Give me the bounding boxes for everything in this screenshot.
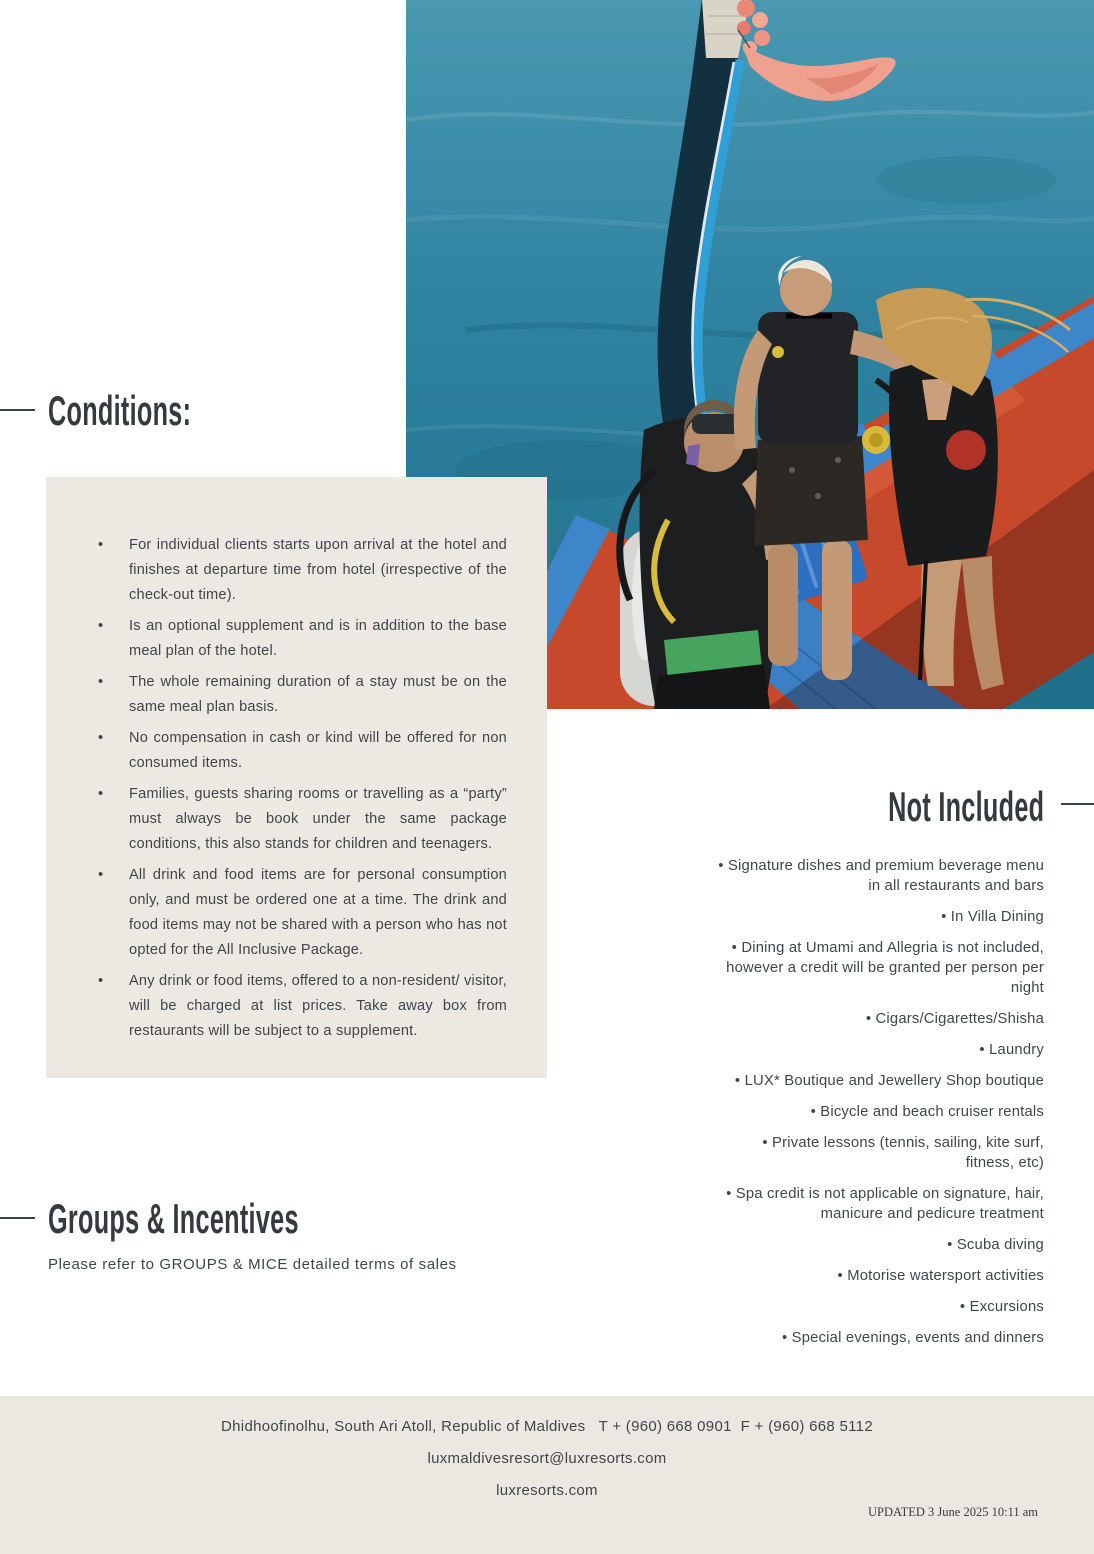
list-item: • Bicycle and beach cruiser rentals: [714, 1102, 1044, 1122]
list-item: • All drink and food items are for personal consumption only, and must be ordered one at a time. The drink and food items may not be shared with a person who has not opted for the All Inclusive Package.: [96, 863, 507, 963]
groups-heading-text: Groups & Incentives: [48, 1195, 299, 1242]
conditions-rule: [0, 409, 35, 411]
groups-heading: [48, 1195, 466, 1242]
list-item: • Private lessons (tennis, sailing, kite surf, fitness, etc): [714, 1133, 1044, 1173]
list-item: • Spa credit is not applicable on signature, hair, manicure and pedicure treatment: [714, 1184, 1044, 1224]
list-item: • Is an optional supplement and is in addition to the base meal plan of the hotel.: [96, 614, 507, 664]
conditions-heading-text: Conditions:: [48, 387, 192, 434]
updated-note: UPDATED 3 June 2025 10:11 am: [867, 1505, 1038, 1519]
not-included-rule: [1061, 803, 1094, 805]
list-item: • Special evenings, events and dinners: [714, 1328, 1044, 1348]
footer-address: Dhidhoofinolhu, South Ari Atoll, Republic of Maldives T + (960) 668 0901 F + (960) 668 5112: [221, 1418, 873, 1435]
list-item: • For individual clients starts upon arrival at the hotel and finishes at departure time from hotel (irrespective of the check-out time).: [96, 533, 507, 608]
groups-note: Please refer to GROUPS & MICE detailed terms of sales: [48, 1256, 457, 1273]
not-included-heading-text: Not Included: [887, 783, 1044, 830]
list-item: • Laundry: [714, 1040, 1044, 1060]
list-item: • Excursions: [714, 1297, 1044, 1317]
list-item: • Families, guests sharing rooms or travelling as a “party” must always be book under the same package conditions, this also stands for children and teenagers.: [96, 782, 507, 857]
list-item: • In Villa Dining: [714, 907, 1044, 927]
list-item: • Cigars/Cigarettes/Shisha: [714, 1009, 1044, 1029]
conditions-heading: [48, 387, 287, 434]
list-item: • The whole remaining duration of a stay must be on the same meal plan basis.: [96, 670, 507, 720]
list-item: • LUX* Boutique and Jewellery Shop boutique: [714, 1071, 1044, 1091]
list-item: • Any drink or food items, offered to a non-resident/ visitor, will be charged at list prices. Take away box from restaurants will be subject to a supplement.: [96, 969, 507, 1044]
list-item: • Dining at Umami and Allegria is not included, however a credit will be granted per person per night: [714, 938, 1044, 998]
list-item: • No compensation in cash or kind will be offered for non consumed items.: [96, 726, 507, 776]
list-item: • Scuba diving: [714, 1235, 1044, 1255]
groups-rule: [0, 1217, 35, 1219]
footer-website: luxresorts.com: [496, 1482, 598, 1499]
conditions-list: [96, 533, 507, 1044]
not-included-heading: [784, 783, 1044, 830]
list-item: • Signature dishes and premium beverage menu in all restaurants and bars: [714, 856, 1044, 896]
conditions-panel: [46, 477, 547, 1078]
not-included-list: [714, 856, 1044, 1359]
footer-email: luxmaldivesresort@luxresorts.com: [427, 1450, 667, 1467]
footer: [0, 1396, 1094, 1554]
list-item: • Motorise watersport activities: [714, 1266, 1044, 1286]
